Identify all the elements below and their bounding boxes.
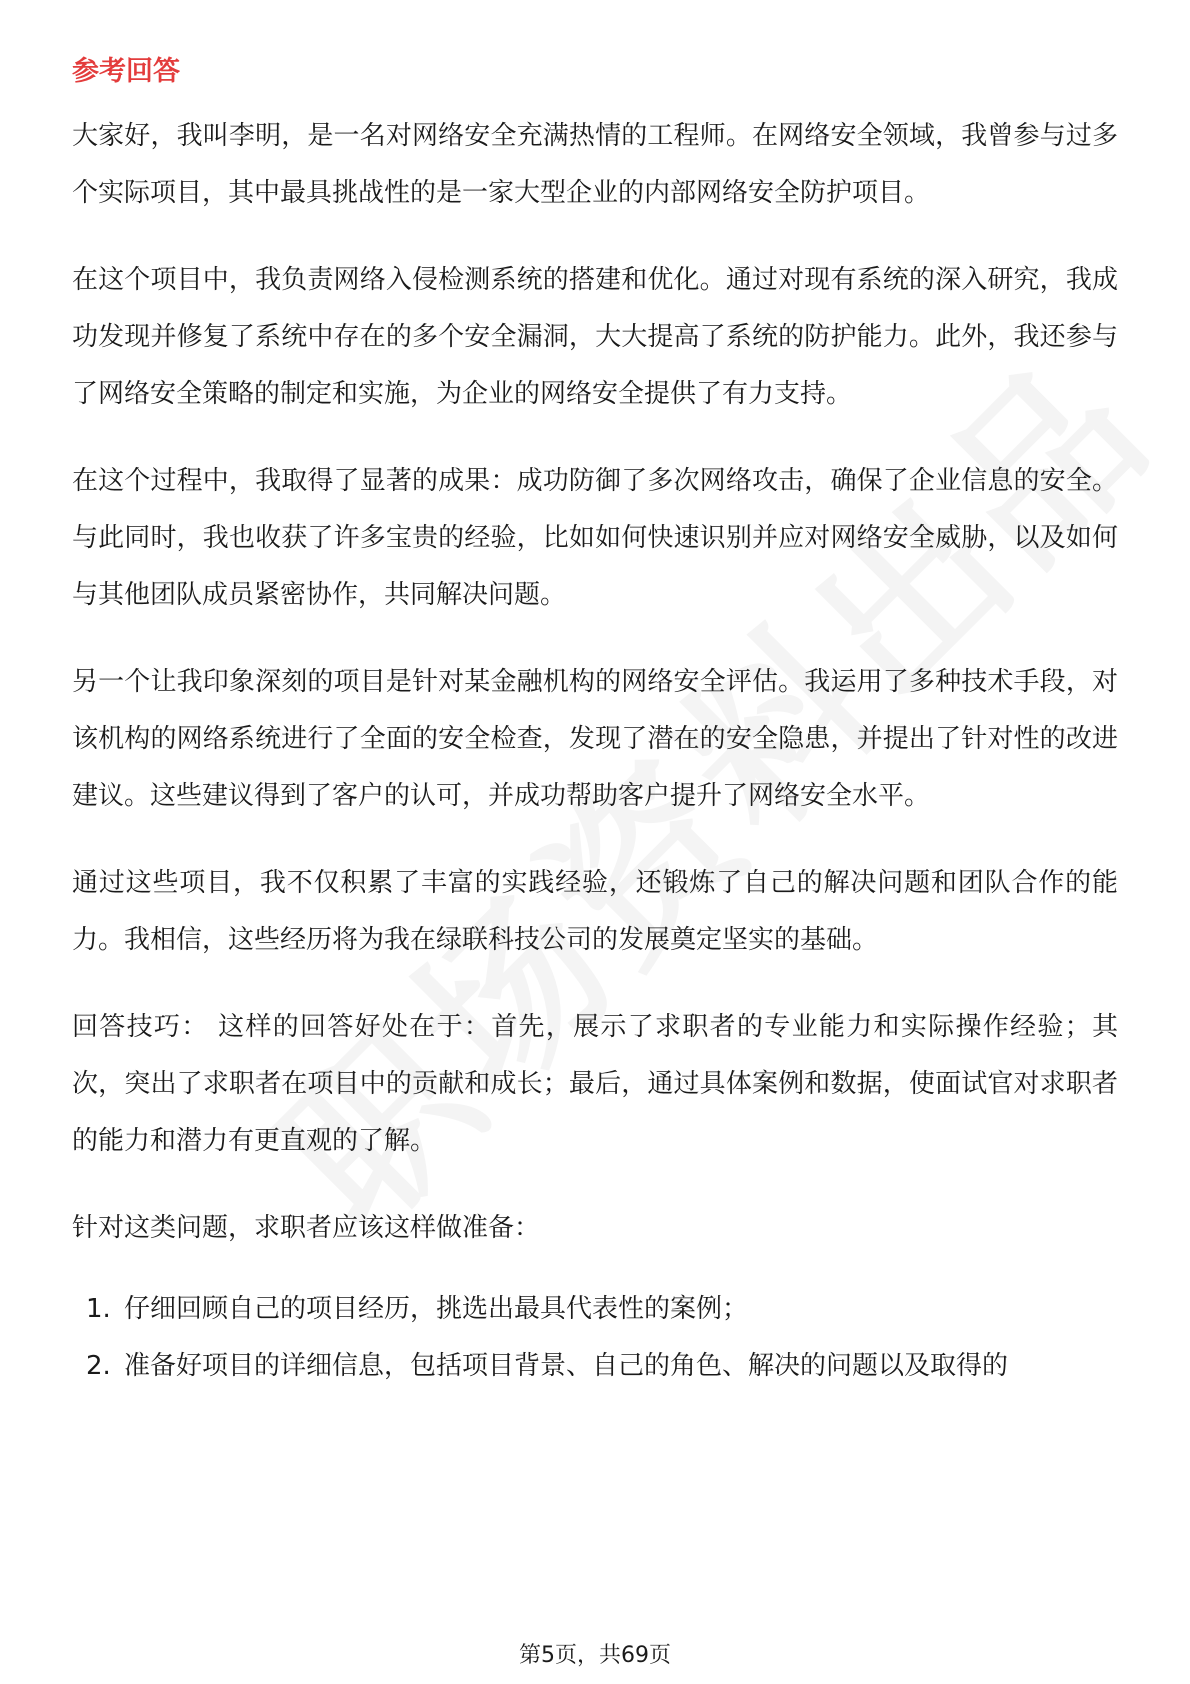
list-item bbox=[72, 1281, 1118, 1338]
paragraph-preparation-intro: 针对这类问题，求职者应该这样做准备： bbox=[72, 1213, 541, 1243]
paragraph-achievements: 在这个过程中，我取得了显著的成果：成功防御了多次网络攻击，确保了企业信息的安全。与此同时，我也收获了许多宝贵的经验，比如如何快速识别并应对网络安全威胁，以及如何与其他团队成员紧密协作，共同解决问题。 bbox=[72, 466, 1118, 610]
paragraph-answer-tips: 回答技巧： 这样的回答好处在于：首先，展示了求职者的专业能力和实际操作经验；其次，突出了求职者在项目中的贡献和成长；最后，通过具体案例和数据，使面试官对求职者的能力和潜力有更直观的了解。 bbox=[72, 1012, 1118, 1156]
paragraph-second-project: 另一个让我印象深刻的项目是针对某金融机构的网络安全评估。我运用了多种技术手段，对该机构的网络系统进行了全面的安全检查，发现了潜在的安全隐患，并提出了针对性的改进建议。这些建议得到了客户的认可，并成功帮助客户提升了网络安全水平。 bbox=[72, 667, 1118, 811]
list-item-text: 仔细回顾自己的项目经历，挑选出最具代表性的案例； bbox=[124, 1294, 749, 1324]
section-heading: 参考回答 bbox=[72, 56, 180, 87]
paragraph-intro: 大家好，我叫李明，是一名对网络安全充满热情的工程师。在网络安全领域，我曾参与过多个实际项目，其中最具挑战性的是一家大型企业的内部网络安全防护项目。 bbox=[72, 121, 1118, 208]
paragraph-conclusion: 通过这些项目，我不仅积累了丰富的实践经验，还锻炼了自己的解决问题和团队合作的能力。我相信，这些经历将为我在绿联科技公司的发展奠定坚实的基础。 bbox=[72, 868, 1118, 955]
page-footer: 第5页，共69页 bbox=[519, 1643, 671, 1668]
list-item-text: 准备好项目的详细信息，包括项目背景、自己的角色、解决的问题以及取得的 bbox=[124, 1351, 1009, 1381]
list-item-number: 2. bbox=[86, 1351, 111, 1381]
paragraph-project-role: 在这个项目中，我负责网络入侵检测系统的搭建和优化。通过对现有系统的深入研究，我成功发现并修复了系统中存在的多个安全漏洞，大大提高了系统的防护能力。此外，我还参与了网络安全策略的制定和实施，为企业的网络安全提供了有力支持。 bbox=[72, 265, 1118, 409]
content bbox=[72, 44, 1118, 1395]
list-item bbox=[72, 1338, 1118, 1395]
preparation-list bbox=[72, 1281, 1118, 1395]
list-item-number: 1. bbox=[86, 1294, 111, 1324]
